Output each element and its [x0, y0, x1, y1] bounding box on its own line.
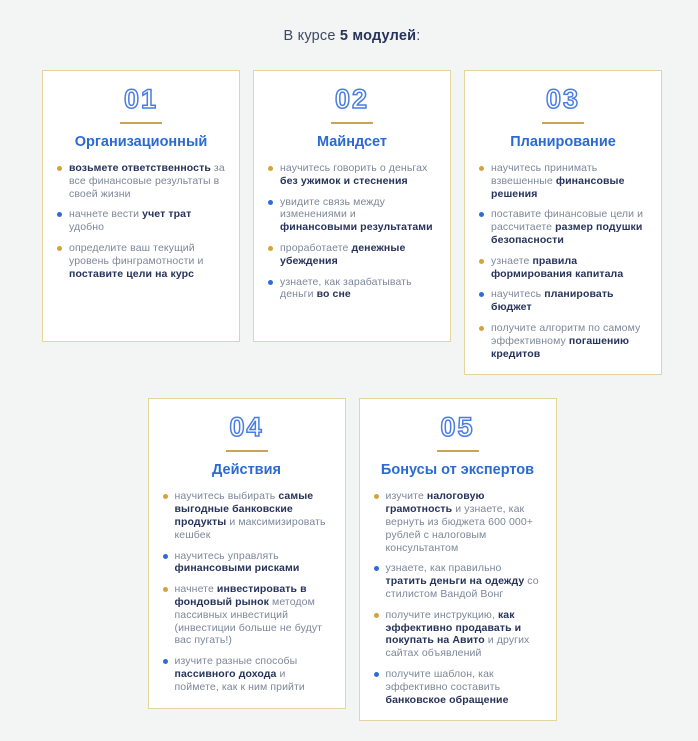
bullet-text-regular: научитесь	[491, 288, 545, 301]
module-bullet	[268, 242, 436, 268]
section-title-suffix: :	[416, 28, 421, 44]
bullet-text-regular: узнаете, как правильно	[385, 562, 502, 575]
module-bullet	[57, 208, 225, 234]
bullet-dot-icon	[374, 613, 379, 618]
bullet-text-bold: без ужимок и стеснения	[280, 174, 408, 187]
bullet-dot-icon	[57, 166, 62, 171]
module-bullet	[479, 208, 647, 246]
bullet-text	[175, 583, 331, 647]
bullet-text-regular: со стилистом Вандой Вонг	[385, 575, 539, 600]
bullet-text-bold: как эффективно продавать и покупать на Авито	[385, 608, 522, 647]
module-card-03	[464, 70, 662, 375]
bullet-dot-icon	[268, 200, 273, 205]
bullet-dot-icon	[268, 166, 273, 171]
module-bullet	[374, 490, 542, 554]
number-underline	[331, 122, 373, 124]
module-bullet	[479, 288, 647, 314]
module-bullet	[479, 322, 647, 360]
bullet-text-regular: узнаете	[491, 254, 533, 267]
bullet-text-bold: погашению кредитов	[491, 334, 630, 360]
bullet-dot-icon	[479, 166, 484, 171]
bullet-text-regular: удобно	[69, 221, 105, 234]
bullet-text-regular: научитесь выбирать	[174, 490, 279, 503]
bullet-text-bold: возьмете ответственность	[69, 162, 211, 174]
module-bullet	[163, 550, 331, 576]
module-number: 05	[440, 412, 475, 443]
module-bullets-list	[479, 162, 647, 360]
bullet-text-bold: планировать бюджет	[491, 288, 614, 314]
bullet-dot-icon	[268, 246, 273, 251]
module-bullet	[163, 490, 331, 541]
section-title-prefix: В курсе	[283, 28, 340, 44]
bullet-text-bold: учет трат	[142, 208, 192, 221]
bullet-dot-icon	[57, 212, 62, 217]
bullet-text-regular: за все финансовые результаты в своей жизни	[69, 162, 225, 200]
bullet-text-regular: узнаете, как зарабатывать деньги	[280, 275, 412, 301]
number-underline	[542, 122, 584, 124]
bullet-text	[386, 609, 542, 660]
bullet-text-regular: научитесь принимать взвешенные	[491, 162, 598, 187]
module-bullet	[163, 655, 331, 693]
bullet-text-regular: и узнаете, как вернуть из бюджета 600 000+ рублей с налоговым консультантом	[385, 503, 534, 554]
bullet-text-regular: поставите финансовые цели и рассчитаете	[491, 208, 644, 234]
number-underline	[437, 450, 479, 452]
module-bullets-list	[163, 490, 331, 693]
bullet-text	[491, 162, 647, 200]
bullet-text	[69, 242, 225, 280]
module-card-02	[253, 70, 451, 342]
module-card-04	[148, 398, 346, 708]
bullet-text	[69, 208, 225, 234]
module-card-01	[42, 70, 240, 342]
module-title: Майндсет	[316, 134, 388, 150]
module-bullets-list	[268, 162, 436, 301]
bullet-text	[280, 276, 436, 302]
module-number: 01	[123, 84, 159, 114]
module-bullet	[268, 276, 436, 302]
bullet-text-regular: получите алгоритм по самому эффективному	[491, 321, 641, 347]
bullet-text-bold: самые выгодные банковские продукты	[174, 490, 314, 528]
bullet-text-bold: инвестировать в фондовый рынок	[174, 583, 307, 608]
bullet-text-bold: тратить деньги на одежду	[385, 575, 525, 588]
bullet-text-regular: научитесь говорить о деньгах	[280, 162, 428, 174]
module-bullet	[57, 162, 225, 200]
bullet-text-regular: и других сайтах объявлений	[385, 634, 530, 660]
bullet-dot-icon	[163, 659, 168, 664]
bullet-text-bold: денежные убеждения	[280, 241, 406, 267]
module-bullet	[374, 609, 542, 660]
bullet-dot-icon	[374, 494, 379, 499]
bullet-text-bold: поставите цели на курс	[69, 267, 195, 280]
bullet-text-bold: финансовые решения	[491, 174, 625, 200]
bullet-dot-icon	[479, 212, 484, 217]
bullet-text-regular: увидите связь между изменениями и	[280, 195, 385, 221]
bullet-text-bold: правила формирования капитала	[491, 254, 624, 280]
bullet-dot-icon	[163, 554, 168, 559]
bullet-text-bold: размер подушки безопасности	[491, 221, 643, 246]
module-bullet	[479, 255, 647, 281]
bullet-text-bold: налоговую грамотность	[385, 490, 485, 516]
module-bullet	[479, 162, 647, 200]
bullet-text-bold: во сне	[316, 288, 351, 301]
bullet-text-regular: начнете	[174, 583, 217, 596]
bullet-dot-icon	[374, 672, 379, 677]
bullet-text-regular: изучите разные способы	[174, 655, 298, 668]
bullet-text	[175, 550, 331, 576]
bullet-text-bold: финансовыми результатами	[280, 221, 433, 234]
bullet-text-regular: методом пассивных инвестиций (инвестиции больше не будут вас пугать!)	[174, 595, 323, 647]
bullet-text	[386, 490, 542, 554]
bullet-text	[175, 655, 331, 693]
bullet-text	[491, 322, 647, 360]
bullet-dot-icon	[57, 246, 62, 251]
bullet-dot-icon	[163, 587, 168, 592]
module-bullets-list	[57, 162, 225, 280]
number-underline	[226, 450, 268, 452]
bullet-dot-icon	[268, 280, 273, 285]
bullet-text	[280, 162, 436, 188]
module-number: 02	[334, 84, 370, 114]
bullet-text-regular: получите инструкцию,	[385, 608, 498, 621]
module-title: Организационный	[74, 134, 208, 150]
bullet-text	[175, 490, 331, 541]
bullet-text	[280, 242, 436, 268]
bullet-dot-icon	[374, 566, 379, 571]
bullet-text-regular: изучите	[385, 490, 427, 503]
module-number: 04	[229, 412, 264, 443]
bullet-text-regular: определите ваш текущий уровень финграмотности и	[69, 241, 204, 267]
bullet-dot-icon	[479, 326, 484, 331]
bullet-text	[491, 288, 647, 314]
bullet-text	[386, 562, 542, 600]
bullet-text	[491, 255, 647, 281]
section-title	[42, 28, 662, 44]
bullet-dot-icon	[163, 494, 168, 499]
bullet-text-regular: начнете вести	[69, 208, 143, 221]
module-bullet	[268, 196, 436, 234]
bullet-text-regular: получите шаблон, как эффективно составить	[385, 667, 501, 693]
bullet-text-regular: и максимизировать кешбек	[174, 515, 326, 541]
module-number: 03	[545, 84, 581, 114]
bullet-dot-icon	[479, 259, 484, 264]
module-title: Бонусы от экспертов	[380, 462, 535, 479]
bullet-text-bold: финансовыми рисками	[174, 562, 300, 575]
bullet-dot-icon	[479, 292, 484, 297]
module-bullet	[57, 242, 225, 280]
modules-row-bottom	[42, 398, 662, 721]
modules-row-top	[42, 70, 662, 375]
bullet-text	[69, 162, 225, 200]
module-bullet	[374, 562, 542, 600]
bullet-text-bold: пассивного дохода	[174, 667, 277, 680]
bullet-text-regular: проработаете	[280, 241, 352, 254]
bullet-text	[491, 208, 647, 246]
section-title-count: 5 модулей	[339, 28, 417, 44]
module-bullet	[163, 583, 331, 647]
module-bullet	[268, 162, 436, 188]
bullet-text	[280, 196, 436, 234]
bullet-text-bold: банковское обращение	[385, 693, 509, 706]
module-title: Планирование	[510, 134, 616, 150]
module-title: Действия	[212, 462, 281, 479]
bullet-text-regular: и поймете, как к ним прийти	[174, 667, 305, 693]
module-card-05	[359, 398, 557, 721]
bullet-text-regular: научитесь управлять	[174, 549, 279, 562]
number-underline	[120, 122, 162, 124]
